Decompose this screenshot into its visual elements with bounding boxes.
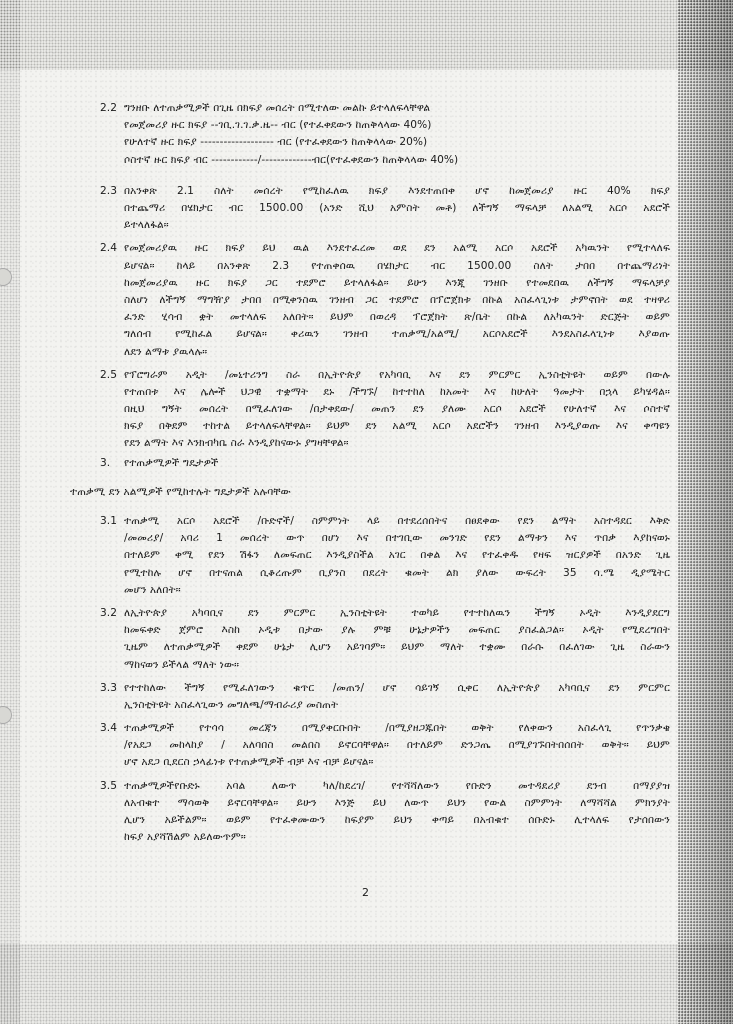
paragraph-line: ከመፍቀድ ጀምሮ እስከ ኦዲቱ በታው ያሉ ምቹ ሁኔታዎችን መፍጠር ያስፈልጋል። ኦዲት የሚደረግበት [124, 624, 670, 637]
paragraph-line: መሆን አለበት። [124, 583, 181, 596]
section-3-heading [100, 455, 670, 472]
paragraph-line: በአንቀጽ 2.1 ስለት መሰረት የሚከፈለዉ ክፍያ እንደተጠበቀ ሆኖ ከመጀመሪያ ዙር 40% ክፍያ [124, 184, 670, 197]
paragraph-line: የደን ልማት እና እንክብካቤ ስራ እንዲያከናውኑ ያግዛቸዋል። [124, 437, 349, 450]
payment-line-second: የሁለተኛ ዙር ክፍያ ------------------- ብር (የተፈቀደውን ከጠቅላላው 20%) [124, 136, 428, 149]
payment-line-first: የመጀመሪያ ዙር ክፍያ --ገቢ.ገ.ገ.ቃ.ዜ-- ብር (የተፈቀደውን ከጠቅላላው 40%) [124, 119, 432, 132]
paragraph-line: ሊሆን አይችልም። ወይም የተፈቀሙውን ከፍያም ይህን ቀጣይ በአብቁተ ሰቡድኑ ሊተላለፍ የታሰበውን [124, 814, 670, 827]
paragraph-line: የተጠበቱ እና ሌሎች ህጋዊ ተቋማት ደኑ /ችግኙ/ ከተተከለ ከአመት እና ከሁለት ዓመታት በኋላ ይካሄዳል። [124, 385, 670, 398]
paragraph-line: በተጨማሪ በሄክታር ብር 1500.00 (አንድ ሺህ አምስት መቶ) ለችግኝ ማፍላቻ ለአልሚ አርሶ አደሮች [124, 202, 670, 214]
paragraph-line: /መመሪያ/ አባሪ 1 መሰረት ውጥ በሆነ እና በተገቢው መንገድ የደን ልማቱን እና ጥበቃ እያከናወኑ [124, 532, 670, 545]
section-number: 3.3 [100, 681, 117, 694]
section-2-2 [100, 100, 670, 169]
section-title: የተጠቃሚዎች ግዴታዎች [124, 456, 219, 469]
paragraph-line: ግለሰብ የሚከፈል ይሆናል። ቀሪዉን ገንዘብ ተጠቃሚ/አልሚ/ አርሶአደሮች እንደአስፈላጊነቱ እያወጡ [124, 328, 670, 341]
paragraph-line: የመጀመሪያዉ ዙር ክፍያ ይህ ዉል እንደተፈረመ ወደ ደን አልሚ አርሶ አደሮች አካዉንት የሚተላለፍ [124, 242, 670, 255]
scan-noise-right [678, 0, 733, 1024]
section-2-5 [100, 367, 670, 453]
section-3-5 [100, 778, 670, 847]
paragraph-line: የተተከለው ችግኝ የሚፈለገውን ቁጥር /መጠን/ ሆኖ ሳይገኝ ሲቀር ለኢትዮጵያ አካባቢና ደን ምርምር [124, 681, 670, 694]
paragraph-line: ለደን ልማቱ ያዉላሉ። [124, 345, 208, 358]
paragraph-line: ከመጀመሪያዉ ዙር ክፍያ ጋር ተደምሮ ይተላለፋል። ይሁን እንጂ ገንዘቡ የተመደበዉ ለችግኝ ማፍላቻያ [124, 276, 670, 289]
paragraph-line: ግንዘቡ ለተጠቃሚዎች በጊዜ በክፍያ መሰረት በሚተለው መልኩ ይተላለፍላቸዋል [124, 102, 431, 114]
section-2-3 [100, 183, 670, 235]
section-number: 3.5 [100, 779, 117, 792]
paragraph-line: ከፍያ አያሻሽልም አይለውጥም። [124, 831, 246, 844]
section-number: 3.2 [100, 606, 117, 619]
paragraph-line: ለአብቁተ ማሳወቅ ይኖርባቸዋል። ይሁን እንጅ ይህ ለውጥ ይህን የውል ስምምነት ለማሻሻል ምክንያት [124, 796, 670, 809]
scan-noise-bottom [0, 944, 733, 1024]
section-3-1 [100, 513, 670, 599]
paragraph-line: ኢንስቲትዩት አስፈላጊውን መግለጫ/ማብራሪያ መስጠት [124, 698, 339, 711]
document-body [70, 100, 670, 852]
scan-noise-left [0, 0, 20, 1024]
paragraph-line: ለኢትዮጵያ አካባቢና ደን ምርምር ኢንስቲትዩት ተወካይ የተተከለዉን ችግኝ ኦዲት እንዲያደርግ [124, 606, 670, 619]
section-number: 2.5 [100, 368, 117, 381]
section-3-4 [100, 720, 670, 772]
paragraph-line: በዚህ ግኝት መሰረት በሚፈለገው /በታቀደው/ መጠን ደን ያለሙ አርሶ አደሮች የሁለተኛ እና ሶስተኛ [124, 403, 670, 416]
paragraph-line: ይተላለፋል። [124, 219, 169, 232]
paragraph-line: ሆኖ አደጋ ቢደርስ ኃላፊነቱ የተጠቃሚዎች ብቻ እና ብቻ ይሆናል። [124, 756, 374, 769]
paragraph-line: /የአደጋ መከላከያ / አለባበስ መልበስ ይኖርባቸዋል። በተለይም ድንጋጤ በሚያገኙበትበሰበት ወቅት። ይህም [124, 739, 670, 752]
section-number: 3.1 [100, 515, 117, 528]
page-number: 2 [362, 886, 369, 899]
section-number: 3.4 [100, 722, 117, 735]
paragraph-line: ተጠቃሚዎችየቡድኑ አባል ለውጥ ካለ/ከደረገ/ የተሻሻለውን የቡድን መተዳደሪያ ደንብ በማያያዝ [124, 779, 670, 792]
paragraph-line: የፕሮግራም አዲት /መኒተሪንግ ስራ በኢትዮጵያ የአካባቢ እና ደን ምርምር ኢንስቲትዩት ወይም በውሉ [124, 368, 670, 381]
section-number: 2.3 [100, 184, 117, 197]
paragraph-line: ማከናወን ይችላል ማለት ነው። [124, 658, 240, 671]
section-number: 2.2 [100, 102, 117, 114]
paragraph-line: ክፍያ በቅደም ተከተል ይተላለፍላቸዋል። ይህም ደን አልሚ አርሶ አደሮችን ገንዘብ እንዲያወጡ እና ቀጣዩን [124, 420, 670, 433]
obligations-intro: ተጠቃሚ ደን አልሚዎች የሚከተሉት ግዴታዎች አሉባቸው [70, 485, 291, 498]
payment-line-third: ሶስተኛ ዙር ክፍያ ብር ------------/-------------ብር(የተፈቀደውን ከጠቅላላው 40%) [124, 153, 459, 166]
paragraph-line: ፈንድ ሂሳብ ቋት መተላለፍ አለበት። ይህም በወረዳ ፕሮጀክት ጽ/ቤት በኩል ለአካዉንት ድርጅት ወይም [124, 311, 670, 324]
paragraph-line: ጊዜም ለተጠቃሚዎች ቀደም ሁኔታ ሊሆን አይገባም። ይህም ማለት ተቋሙ በራሱ በፈለገው ጊዜ ስራውን [124, 641, 670, 654]
paragraph-line: በተለይም ቀሚ የደን ሽፋን ለመፍጠር እንዲያስችል አገር በቀል እና የተፈቀዱ የዛፍ ዝርያዎች በአንድ ጊዜ [124, 549, 670, 562]
section-number: 2.4 [100, 242, 117, 255]
section-2-4 [100, 240, 670, 360]
paragraph-line: የሚተከሉ ሆኖ በተናጠል ሲቆረጡም ቢያንስ በደረት ቁመት ልክ ያለው ውፍረት 35 ሳ.ሜ ዲያሜትር [124, 566, 670, 579]
paragraph-line: ተጠቃሚ አርሶ አደሮች /ቡድኖች/ ስምምነት ላይ በተደረሰበትና በፀደቀው የደን ልማት አስተዳደር እቅድ [124, 515, 670, 528]
section-3-2 [100, 605, 670, 674]
section-3-3 [100, 680, 670, 714]
section-number: 3. [100, 456, 111, 469]
paragraph-line: ስለሆነ ለችግኝ ማግዥያ ታበበ በሚቀንስዉ ገንዘብ ጋር ተደምሮ በፕሮጀክቱ በኩል አስፈላጊነቱ ታምኖበት ወደ ተዛዋሪ [124, 293, 670, 306]
scan-noise-top [0, 0, 733, 70]
paragraph-line: ይሆናል። ከላይ በአንቀጽ 2.3 የተጠቀሰዉ በሄክታር ብር 1500.00 ስለት ታበበ በተጨማሪነት [124, 259, 670, 272]
paragraph-line: ተጠቃሚዎች የተሳሳ መረጃን በሚያቀርቡበት /በሚያዘጋጁበት ወቅት የለቀውን አስፈላጊ የጥንቃቄ [124, 722, 670, 735]
